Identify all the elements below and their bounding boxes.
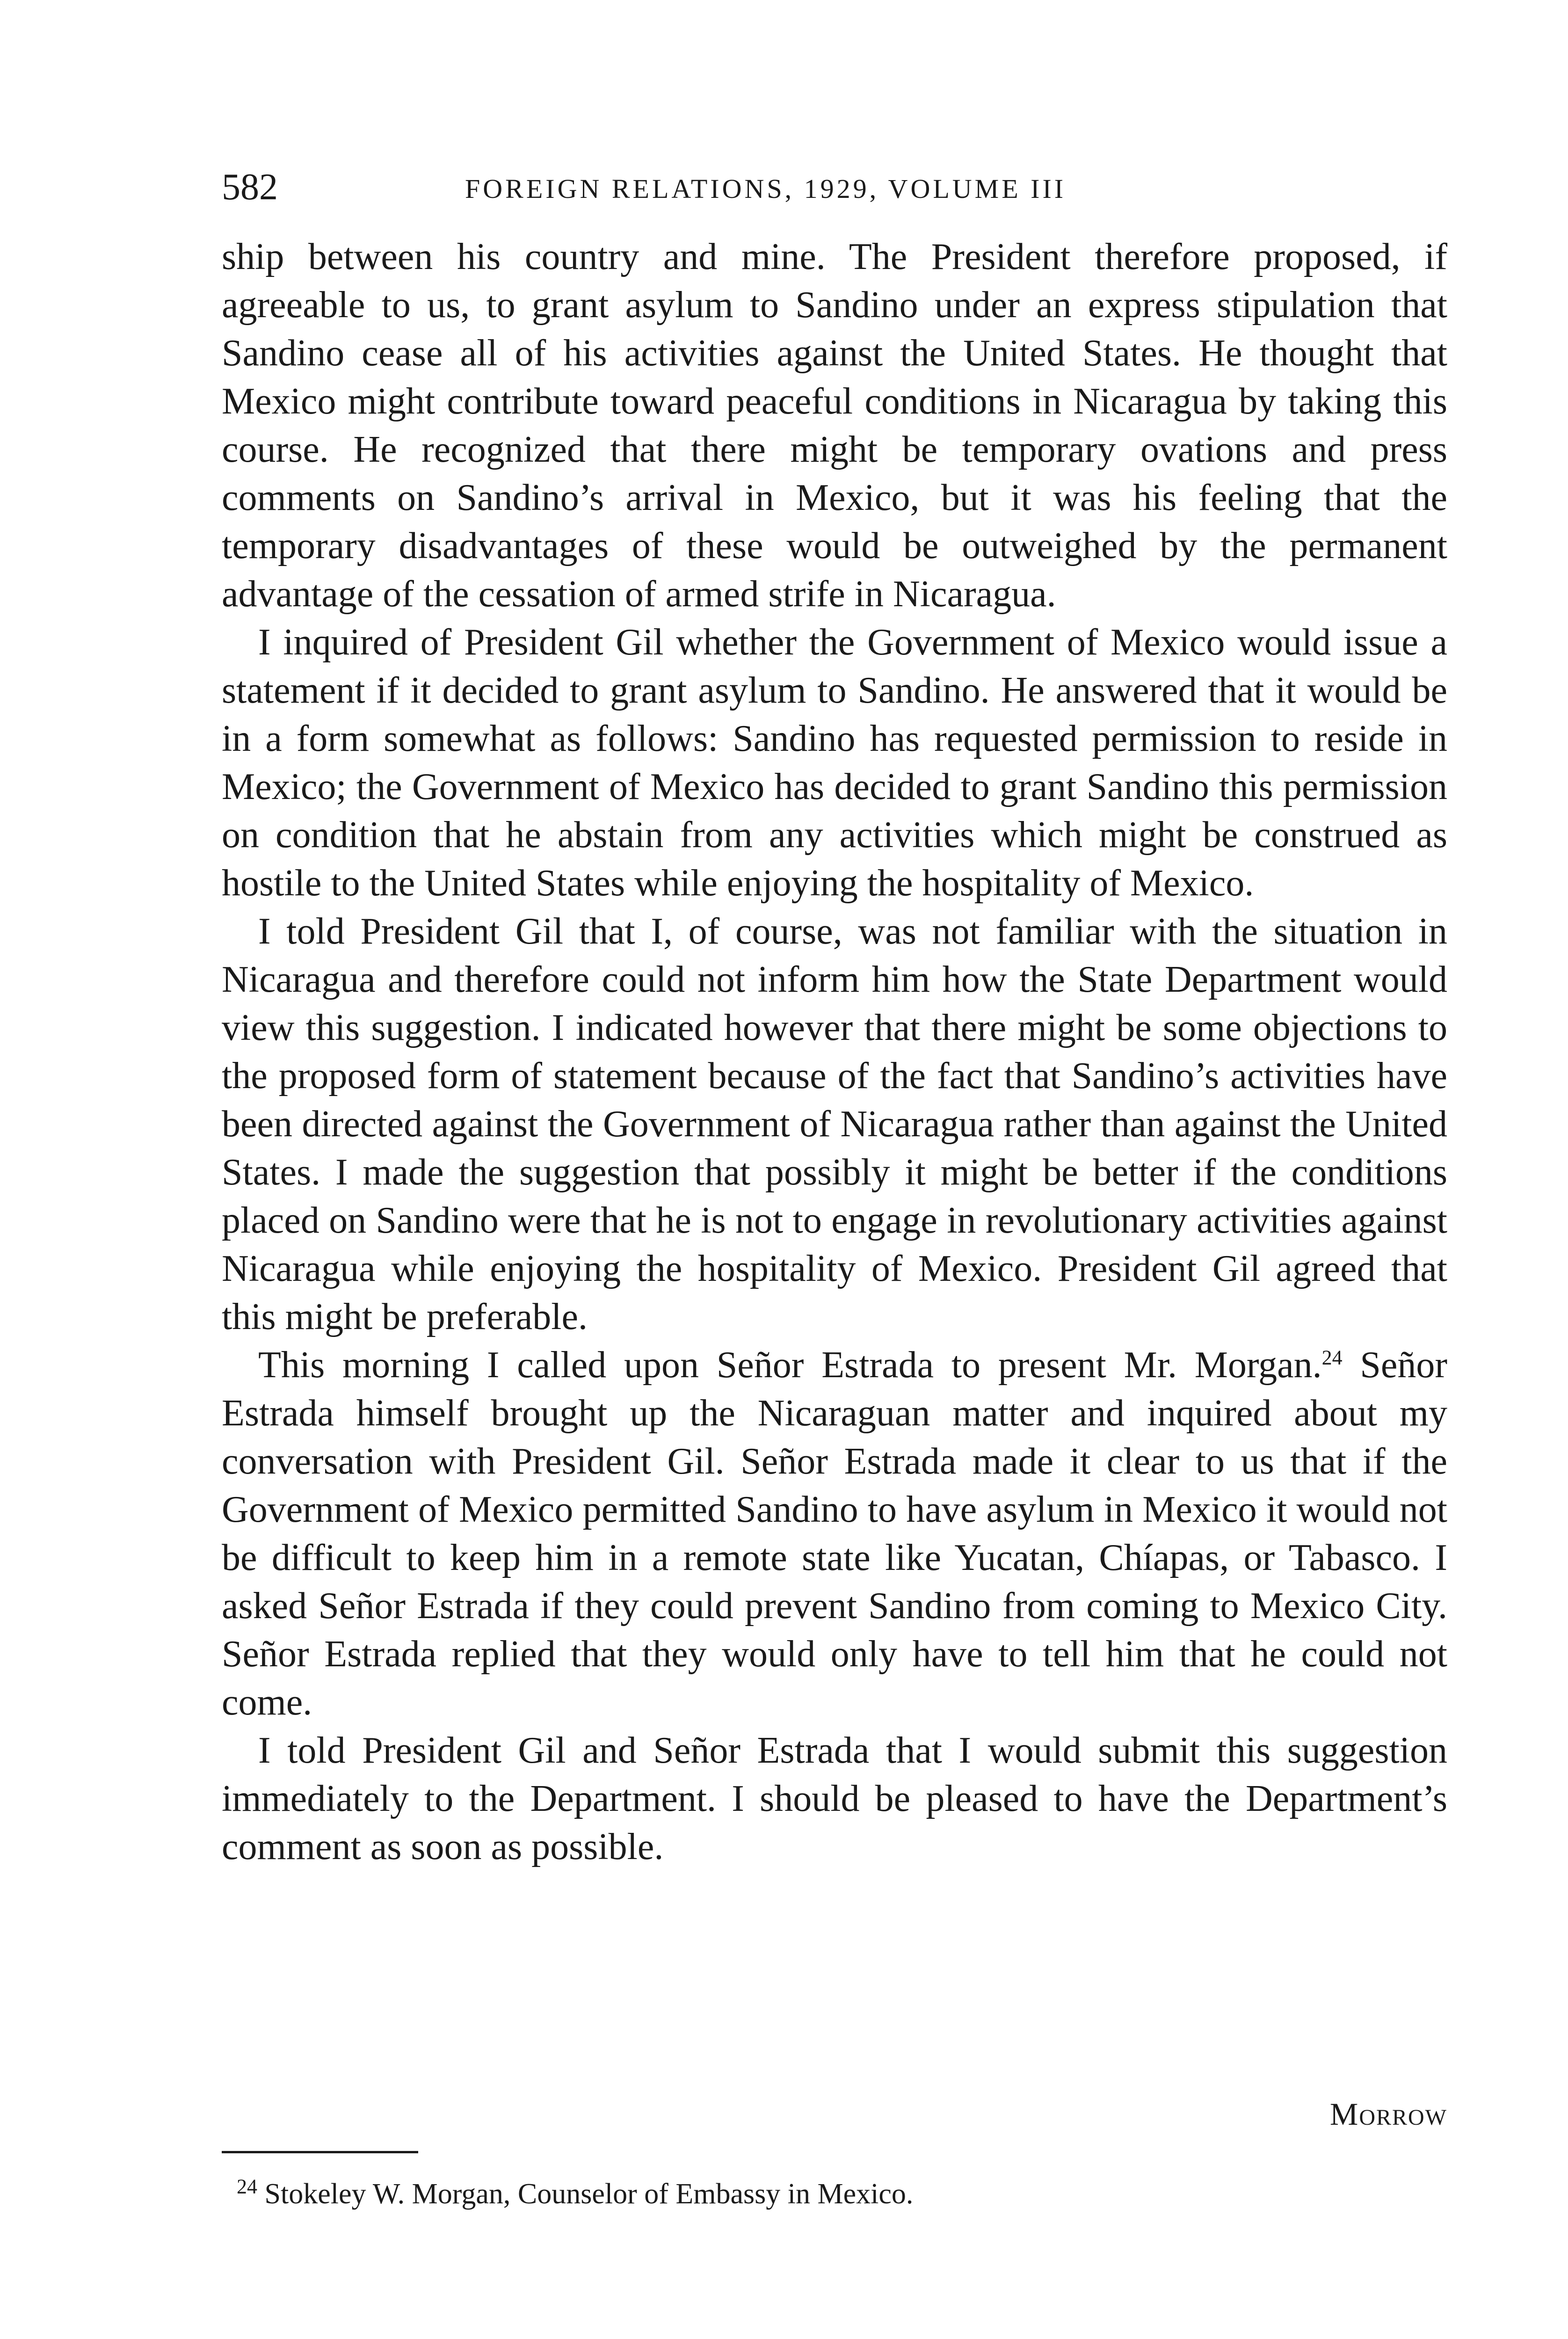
footnote: [237, 2175, 913, 2213]
footnote-marker: 24: [237, 2175, 257, 2198]
paragraph-estrada-meeting: [222, 1341, 1447, 1727]
paragraph-submit-suggestion: I told President Gil and Señor Estrada that I would submit this suggestion immediately to the Department. I should be pleased to have the Department’s comment as soon as possible.: [222, 1730, 1447, 1867]
paragraph-continued: ship between his country and mine. The President therefore proposed, if agreeable to us, to grant asylum to Sandino under an express stipulation that Sandino cease all of his activities against the United States. He thought that Mexico might contribute toward peaceful conditions in Nicaragua by taking this course. He recognized that there might be temporary ovations and press comments on Sandino’s arrival in Mexico, but it was his feeling that the temporary disadvantages of these would be outweighed by the permanent advantage of the cessation of armed strife in Nicaragua.: [222, 236, 1447, 615]
running-title: FOREIGN RELATIONS, 1929, VOLUME III: [465, 174, 1067, 204]
paragraph-objections: I told President Gil that I, of course, was not familiar with the situation in Nicaragua and therefore could not inform him how the State Department would view this suggestion. I indicated however that there might be some objections to the proposed form of statement because of the fact that Sandino’s activities have been directed against the Government of Nicaragua rather than against the United States. I made the suggestion that possibly it might be better if the conditions placed on Sandino were that he is not to engage in revolutionary activities against Nicaragua while enjoying the hospitality of Mexico. President Gil agreed that this might be preferable.: [222, 911, 1447, 1337]
footnote-reference: 24: [1321, 1346, 1343, 1369]
footnote-text: Stokeley W. Morgan, Counselor of Embassy in Mexico.: [257, 2178, 914, 2210]
running-header: [222, 164, 1447, 215]
footnote-divider: [222, 2151, 418, 2153]
paragraph-statement-inquiry: I inquired of President Gil whether the Government of Mexico would issue a statement if it decided to grant asylum to Sandino. He answered that it would be in a form somewhat as follows: Sandino has requested permission to reside in Mexico; the Government of Mexico has decided to grant Sandino this permission on condition that he abstain from any activities which might be construed as hostile to the United States while enjoying the hospitality of Mexico.: [222, 622, 1447, 904]
paragraph-text-before-footnote: This morning I called upon Señor Estrada to present Mr. Morgan.: [258, 1344, 1322, 1386]
page-number: 582: [222, 167, 278, 208]
paragraph-text-after-footnote: Señor Estrada himself brought up the Nicaraguan matter and inquired about my conversation with President Gil. Señor Estrada made it clear to us that if the Government of Mexico permitted Sandino to have asylum in Mexico it would not be difficult to keep him in a remote state like Yucatan, Chíapas, or Tabasco. I asked Señor Estrada if they could prevent Sandino from coming to Mexico City. Señor Estrada replied that they would only have to tell him that he could not come.: [222, 1344, 1448, 1723]
signature: Morrow: [1329, 2096, 1447, 2132]
body-text: [222, 233, 1447, 1871]
